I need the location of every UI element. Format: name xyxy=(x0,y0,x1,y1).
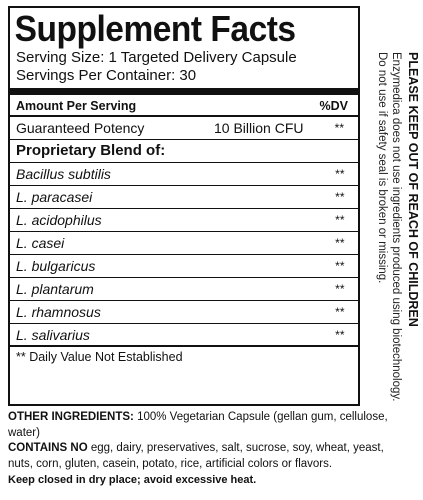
ingredient-row xyxy=(10,255,358,278)
ingredient-row xyxy=(10,209,358,232)
blend-title-row xyxy=(10,140,358,163)
children-warning: PLEASE KEEP OUT OF REACH OF CHILDREN xyxy=(406,52,420,327)
ingredient-dv: ** xyxy=(334,167,344,181)
servings-per-container: Servings Per Container: 30 xyxy=(16,67,197,84)
bottom-text xyxy=(8,410,420,489)
ingredient-row xyxy=(10,324,358,347)
potency-name: Guaranteed Potency xyxy=(16,120,145,136)
ingredient-name: L. rhamnosus xyxy=(16,304,101,320)
other-ingredients-text: 100% Vegetarian Capsule (gellan gum, cellulose, water) xyxy=(8,411,388,439)
potency-row xyxy=(10,117,358,140)
ingredient-name: L. casei xyxy=(16,235,65,251)
ingredient-dv: ** xyxy=(334,236,344,250)
serving-size: Serving Size: 1 Targeted Delivery Capsule xyxy=(16,49,297,66)
ingredient-name: L. plantarum xyxy=(16,281,94,297)
thick-divider xyxy=(10,88,358,95)
header-row xyxy=(10,95,358,117)
ingredient-row xyxy=(10,278,358,301)
potency-dv: ** xyxy=(334,121,344,135)
ingredient-row xyxy=(10,163,358,186)
contains-no-label: CONTAINS NO xyxy=(8,442,88,454)
ingredient-dv: ** xyxy=(334,190,344,204)
ingredient-dv: ** xyxy=(334,328,344,342)
potency-amount: 10 Billion CFU xyxy=(214,120,304,136)
contains-no-text: egg, dairy, preservatives, salt, sucrose, soy, wheat, yeast, xyxy=(87,442,384,454)
ingredient-row xyxy=(10,186,358,209)
storage-instruction: Keep closed in dry place; avoid excessive heat. xyxy=(8,474,257,486)
panel-title: Supplement Facts xyxy=(14,8,296,49)
daily-value-footnote: ** Daily Value Not Established xyxy=(16,350,183,364)
ingredient-name: L. salivarius xyxy=(16,327,90,343)
blend-title: Proprietary Blend of: xyxy=(16,142,166,159)
other-ingredients-label: OTHER INGREDIENTS: xyxy=(8,411,134,423)
ingredient-dv: ** xyxy=(334,213,344,227)
ingredient-name: Bacillus subtilis xyxy=(16,166,111,182)
ingredient-row xyxy=(10,232,358,255)
safety-seal-warning: Do not use if safety seal is broken or missing. xyxy=(376,52,388,284)
ingredient-dv: ** xyxy=(334,305,344,319)
ingredient-name: L. bulgaricus xyxy=(16,258,96,274)
dv-header: %DV xyxy=(319,99,348,113)
side-warnings xyxy=(364,52,420,402)
other-ingredients-line xyxy=(8,410,420,441)
ingredient-dv: ** xyxy=(334,259,344,273)
contains-no-line xyxy=(8,441,420,457)
supplement-facts-panel xyxy=(8,6,360,406)
ingredient-dv: ** xyxy=(334,282,344,296)
biotechnology-statement: Enzymedica does not use ingredients produced using biotechnology. xyxy=(390,52,402,402)
amount-per-serving-header: Amount Per Serving xyxy=(16,99,137,113)
contains-no-line-2: nuts, corn, gluten, casein, potato, rice, artificial colors or flavors. xyxy=(8,457,333,470)
ingredient-name: L. paracasei xyxy=(16,189,93,205)
ingredient-name: L. acidophilus xyxy=(16,212,102,228)
ingredient-row xyxy=(10,301,358,324)
